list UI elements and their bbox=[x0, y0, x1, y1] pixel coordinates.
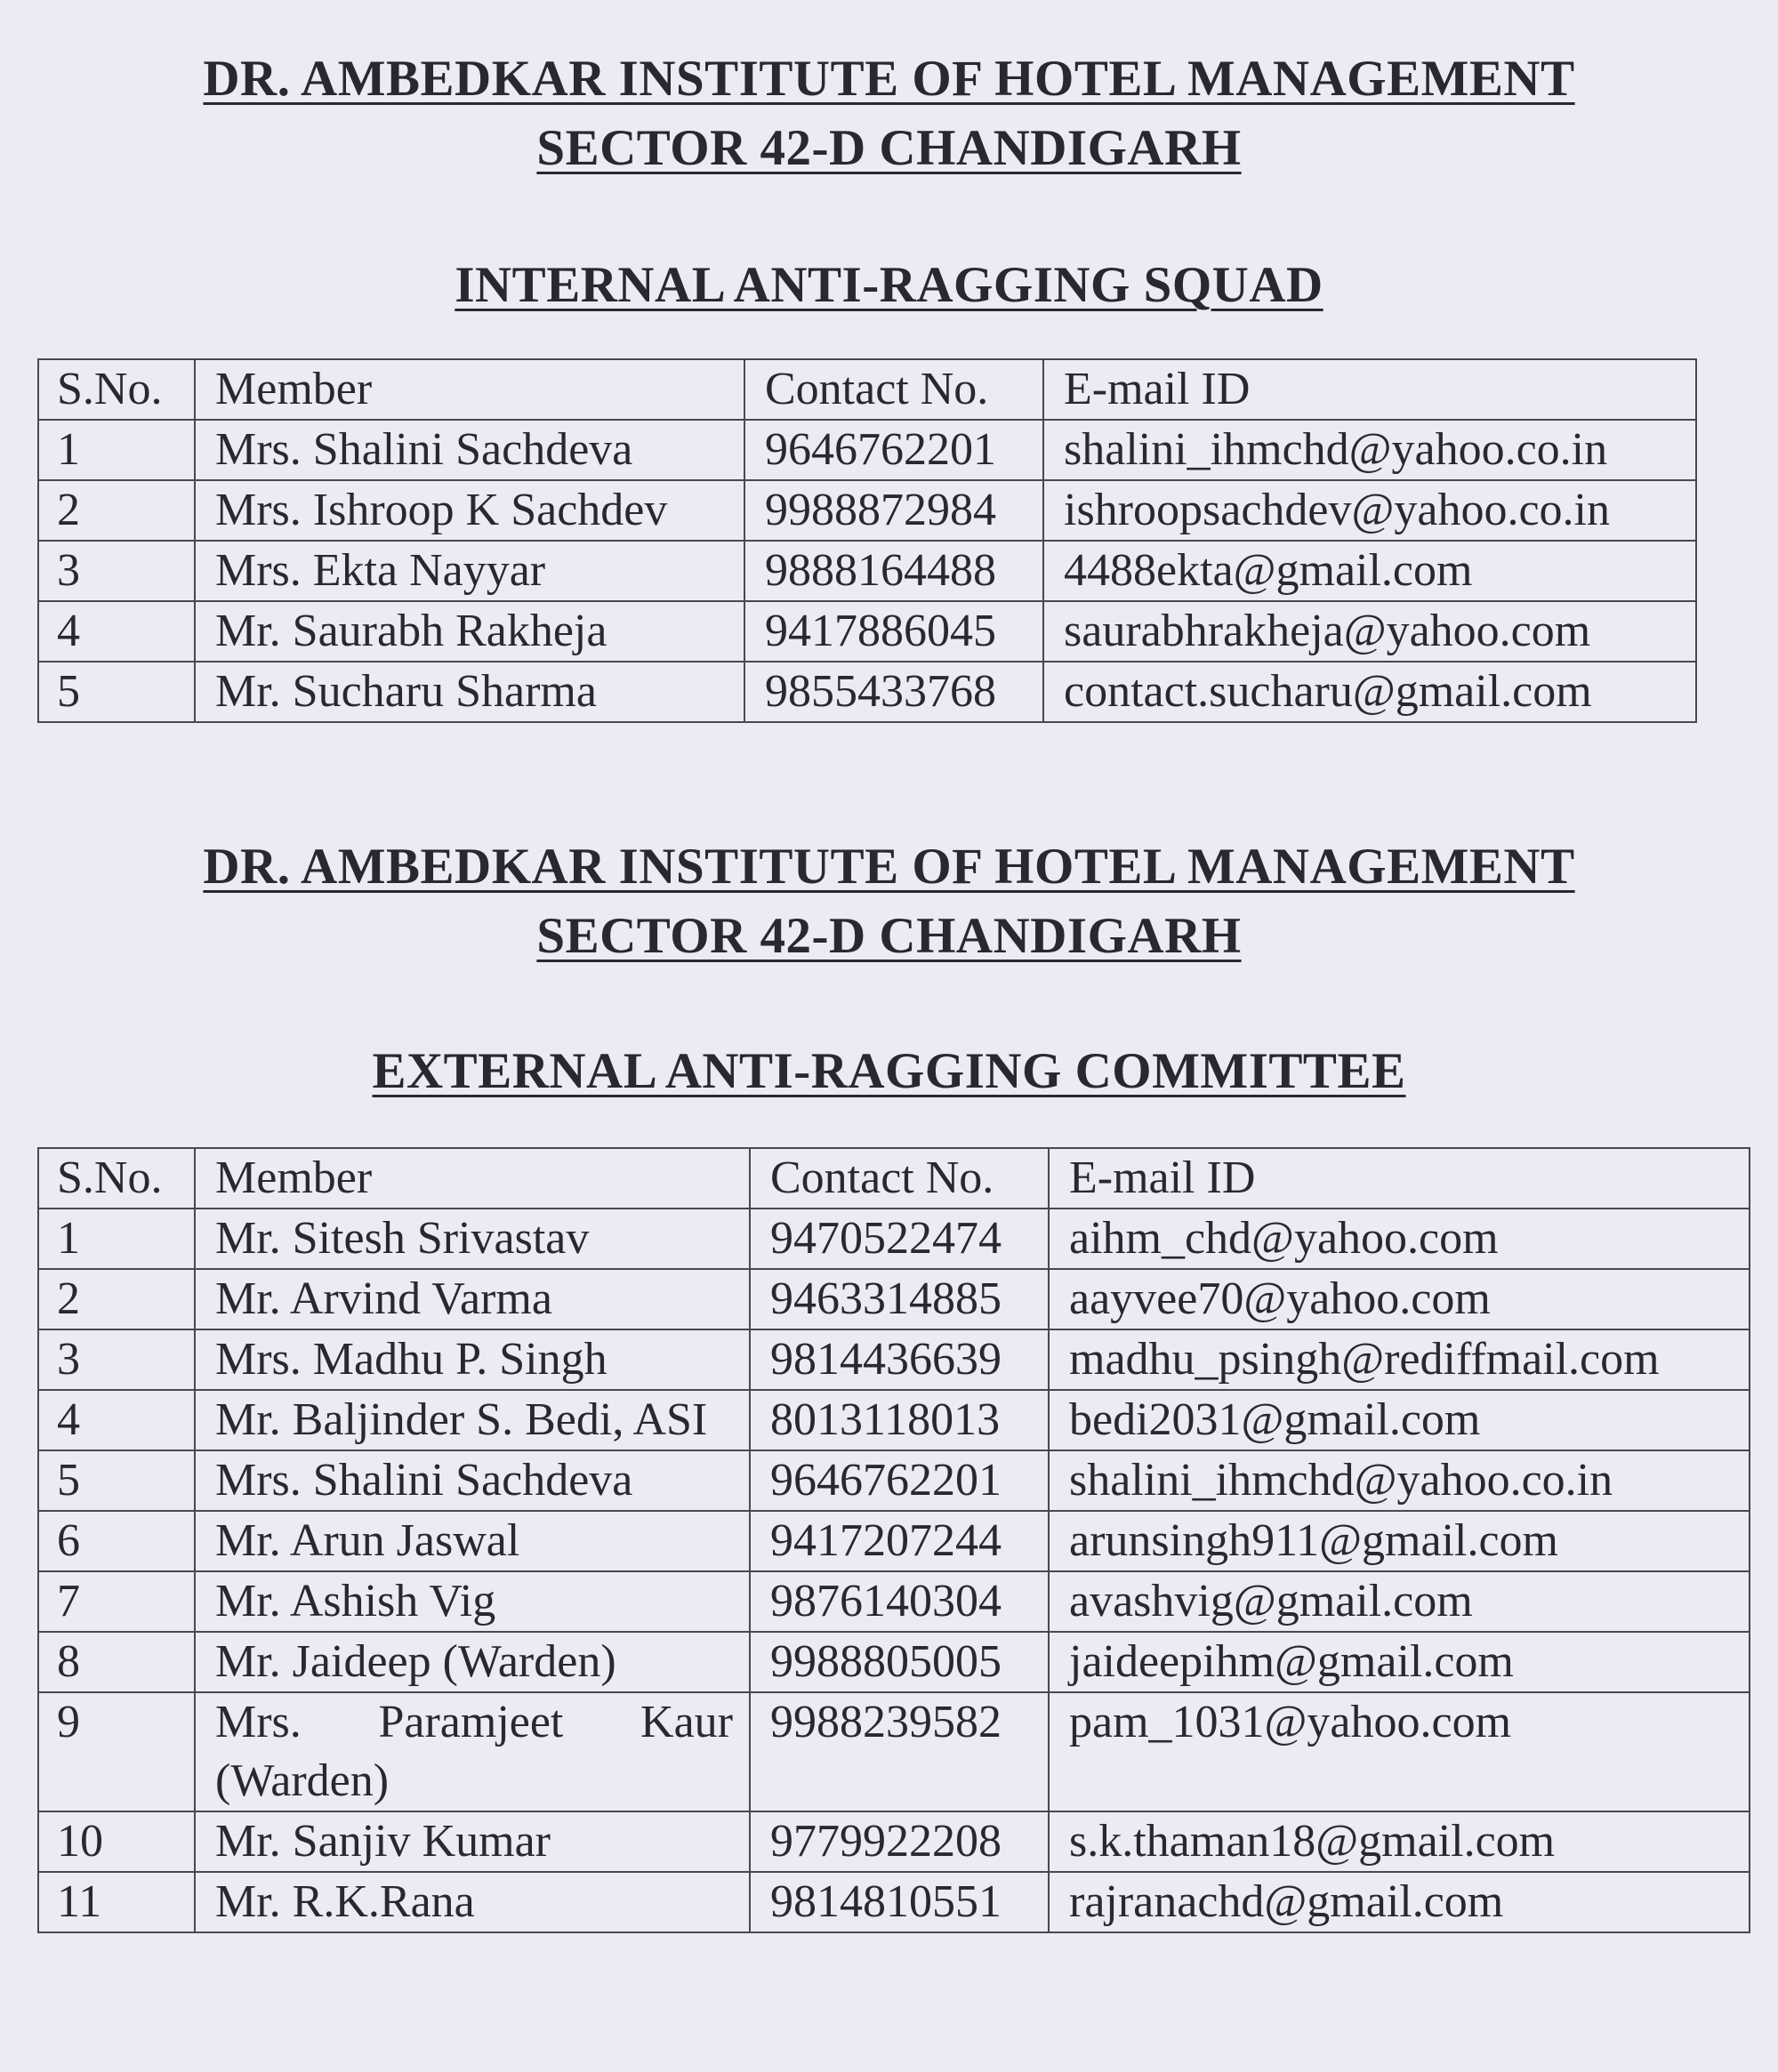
external-committee-title-text: EXTERNAL ANTI-RAGGING COMMITTEE bbox=[372, 1043, 1406, 1099]
table-row bbox=[38, 480, 1696, 541]
table-header-row bbox=[38, 1148, 1750, 1209]
header-email: E-mail ID bbox=[1043, 359, 1696, 420]
row-contact: 9463314885 bbox=[750, 1269, 1049, 1329]
header-member: Member bbox=[195, 1148, 750, 1209]
row-sno: 3 bbox=[38, 1329, 195, 1390]
table-row bbox=[38, 1269, 1750, 1329]
table-row bbox=[38, 1872, 1750, 1932]
row-member: Mrs. Madhu P. Singh bbox=[195, 1329, 750, 1390]
header-email: E-mail ID bbox=[1049, 1148, 1750, 1209]
row-sno: 2 bbox=[38, 480, 195, 541]
header-contact: Contact No. bbox=[750, 1148, 1049, 1209]
row-member: Mr. Sucharu Sharma bbox=[195, 662, 744, 722]
row-member: Mrs. Paramjeet Kaur (Warden) bbox=[195, 1692, 750, 1811]
row-email: contact.sucharu@gmail.com bbox=[1043, 662, 1696, 722]
row-email: aayvee70@yahoo.com bbox=[1049, 1269, 1750, 1329]
row-email: s.k.thaman18@gmail.com bbox=[1049, 1811, 1750, 1872]
row-member: Mr. Baljinder S. Bedi, ASI bbox=[195, 1390, 750, 1450]
header-member: Member bbox=[195, 359, 744, 420]
row-contact: 9988805005 bbox=[750, 1632, 1049, 1692]
row-sno: 4 bbox=[38, 1390, 195, 1450]
institute-address-text: SECTOR 42-D CHANDIGARH bbox=[536, 908, 1242, 964]
institute-address-heading bbox=[0, 907, 1778, 966]
row-email: saurabhrakheja@yahoo.com bbox=[1043, 601, 1696, 662]
row-sno: 5 bbox=[38, 1450, 195, 1511]
row-sno: 3 bbox=[38, 541, 195, 601]
row-member: Mr. R.K.Rana bbox=[195, 1872, 750, 1932]
row-member: Mrs. Ekta Nayyar bbox=[195, 541, 744, 601]
row-contact: 9646762201 bbox=[750, 1450, 1049, 1511]
row-email: 4488ekta@gmail.com bbox=[1043, 541, 1696, 601]
row-email: shalini_ihmchd@yahoo.co.in bbox=[1049, 1450, 1750, 1511]
table-header-row bbox=[38, 359, 1696, 420]
table-row bbox=[38, 1511, 1750, 1571]
row-sno: 1 bbox=[38, 1209, 195, 1269]
table-row bbox=[38, 1390, 1750, 1450]
table-row bbox=[38, 1571, 1750, 1632]
row-contact: 9888164488 bbox=[744, 541, 1043, 601]
institute-name-heading bbox=[0, 838, 1778, 896]
row-sno: 10 bbox=[38, 1811, 195, 1872]
row-email: aihm_chd@yahoo.com bbox=[1049, 1209, 1750, 1269]
institute-name-text: DR. AMBEDKAR INSTITUTE OF HOTEL MANAGEMENT bbox=[203, 51, 1575, 107]
row-contact: 9876140304 bbox=[750, 1571, 1049, 1632]
row-member: Mr. Arvind Varma bbox=[195, 1269, 750, 1329]
row-email: avashvig@gmail.com bbox=[1049, 1571, 1750, 1632]
row-member: Mr. Ashish Vig bbox=[195, 1571, 750, 1632]
row-email: shalini_ihmchd@yahoo.co.in bbox=[1043, 420, 1696, 480]
header-sno: S.No. bbox=[38, 1148, 195, 1209]
table-row bbox=[38, 541, 1696, 601]
table-row bbox=[38, 662, 1696, 722]
row-email: ishroopsachdev@yahoo.co.in bbox=[1043, 480, 1696, 541]
external-committee-title bbox=[0, 1042, 1778, 1101]
external-committee-table bbox=[37, 1147, 1750, 1933]
row-member: Mr. Arun Jaswal bbox=[195, 1511, 750, 1571]
table-row bbox=[38, 1811, 1750, 1872]
row-contact: 9814436639 bbox=[750, 1329, 1049, 1390]
row-contact: 9417886045 bbox=[744, 601, 1043, 662]
header-sno: S.No. bbox=[38, 359, 195, 420]
row-contact: 9988239582 bbox=[750, 1692, 1049, 1811]
row-sno: 9 bbox=[38, 1692, 195, 1811]
row-member: Mrs. Shalini Sachdeva bbox=[195, 420, 744, 480]
row-email: madhu_psingh@rediffmail.com bbox=[1049, 1329, 1750, 1390]
table-row bbox=[38, 1329, 1750, 1390]
row-contact: 9855433768 bbox=[744, 662, 1043, 722]
row-contact: 9779922208 bbox=[750, 1811, 1049, 1872]
row-contact: 9814810551 bbox=[750, 1872, 1049, 1932]
institute-address-heading bbox=[0, 119, 1778, 178]
table-row bbox=[38, 1209, 1750, 1269]
row-contact: 8013118013 bbox=[750, 1390, 1049, 1450]
header-contact: Contact No. bbox=[744, 359, 1043, 420]
table-row bbox=[38, 1632, 1750, 1692]
row-member: Mrs. Shalini Sachdeva bbox=[195, 1450, 750, 1511]
row-member: Mr. Sanjiv Kumar bbox=[195, 1811, 750, 1872]
row-sno: 11 bbox=[38, 1872, 195, 1932]
row-member: Mr. Jaideep (Warden) bbox=[195, 1632, 750, 1692]
internal-squad-table bbox=[37, 358, 1697, 723]
institute-address-text: SECTOR 42-D CHANDIGARH bbox=[536, 120, 1242, 176]
row-member: Mrs. Ishroop K Sachdev bbox=[195, 480, 744, 541]
row-sno: 8 bbox=[38, 1632, 195, 1692]
table-row bbox=[38, 420, 1696, 480]
row-member: Mr. Saurabh Rakheja bbox=[195, 601, 744, 662]
row-email: rajranachd@gmail.com bbox=[1049, 1872, 1750, 1932]
row-contact: 9988872984 bbox=[744, 480, 1043, 541]
row-sno: 6 bbox=[38, 1511, 195, 1571]
table-row bbox=[38, 1692, 1750, 1811]
row-contact: 9646762201 bbox=[744, 420, 1043, 480]
row-sno: 5 bbox=[38, 662, 195, 722]
row-member: Mr. Sitesh Srivastav bbox=[195, 1209, 750, 1269]
institute-name-text: DR. AMBEDKAR INSTITUTE OF HOTEL MANAGEMENT bbox=[203, 839, 1575, 895]
row-sno: 4 bbox=[38, 601, 195, 662]
row-email: arunsingh911@gmail.com bbox=[1049, 1511, 1750, 1571]
row-email: jaideepihm@gmail.com bbox=[1049, 1632, 1750, 1692]
table-row bbox=[38, 1450, 1750, 1511]
institute-name-heading bbox=[0, 50, 1778, 108]
row-sno: 1 bbox=[38, 420, 195, 480]
row-sno: 7 bbox=[38, 1571, 195, 1632]
row-sno: 2 bbox=[38, 1269, 195, 1329]
row-email: pam_1031@yahoo.com bbox=[1049, 1692, 1750, 1811]
row-contact: 9470522474 bbox=[750, 1209, 1049, 1269]
internal-squad-title-text: INTERNAL ANTI-RAGGING SQUAD bbox=[455, 257, 1323, 313]
row-email: bedi2031@gmail.com bbox=[1049, 1390, 1750, 1450]
row-contact: 9417207244 bbox=[750, 1511, 1049, 1571]
table-row bbox=[38, 601, 1696, 662]
internal-squad-title bbox=[0, 256, 1778, 315]
